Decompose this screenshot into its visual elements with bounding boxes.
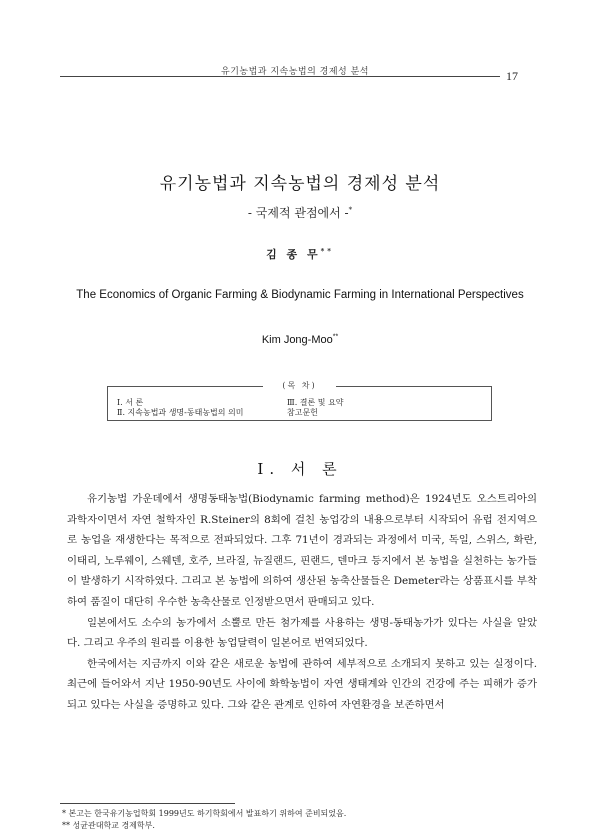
- paragraph: 한국에서는 지금까지 이와 같은 새로운 농법에 관하여 세부적으로 소개되지 못하고 있는 실정이다. 최근에 들어와서 지난 1950-90년도 사이에 화학농법이 자연 생태계와 인간의 건강에 주는 피해가 증가되고 있다는 사실을 증명하고 있다. 그와 같은 관계로 인하여 자연환경을 보존하면서: [67, 657, 537, 711]
- toc-item: Ⅲ. 결론 및 요약: [287, 398, 344, 407]
- toc-item: Ⅱ. 지속농법과 생명-동태농법의 의미: [117, 408, 244, 417]
- header-rule: [60, 76, 500, 77]
- author-korean: [0, 246, 600, 262]
- author-english: [0, 334, 600, 346]
- section-heading: Ⅰ. 서 론: [257, 460, 343, 478]
- toc-border-left: [107, 386, 108, 420]
- toc-border-top-right: [336, 386, 492, 387]
- author-english-mark: **: [332, 333, 339, 341]
- toc-item: 참고문헌: [287, 408, 318, 417]
- paper-subtitle: [0, 204, 600, 221]
- toc-heading: (목 차): [282, 381, 317, 390]
- toc-item: Ⅰ. 서 론: [117, 398, 144, 407]
- english-title: The Economics of Organic Farming & Biodynamic Farming in International Perspectives: [76, 289, 524, 301]
- paper-title: 유기농법과 지속농법의 경제성 분석: [159, 174, 441, 194]
- footnote-rule: [60, 803, 235, 804]
- toc-border-right: [491, 386, 492, 420]
- footnote: ** 성균관대학교 경제학부.: [62, 821, 155, 830]
- running-head: 유기농법과 지속농법의 경제성 분석: [221, 67, 369, 77]
- author-english-name: Kim Jong-Moo: [261, 334, 333, 346]
- author-korean-mark: **: [320, 246, 334, 256]
- subtitle-text: - 국제적 관점에서 -: [247, 206, 349, 220]
- toc-border-top-left: [107, 386, 263, 387]
- author-korean-name: 김 종 무: [266, 248, 321, 261]
- table-of-contents: [107, 380, 492, 421]
- body-text: [67, 489, 537, 716]
- paragraph: 일본에서도 소수의 농가에서 소뿔로 만든 첨가제를 사용하는 생명-동태농가가 있다는 사실을 알았다. 그리고 우주의 원리를 이용한 농업달력이 일본어로 번역되었다.: [67, 616, 537, 650]
- subtitle-footnote-mark: *: [348, 206, 353, 214]
- page-number: 17: [506, 69, 518, 83]
- paragraph: 유기농법 가운데에서 생명동태농법(Biodynamic farming method)은 1924년도 오스트리아의 과학자이면서 자연 철학자인 R.Steiner의 8회에 걸친 농업강의 내용으로부터 시작되어 유럽 전지역으로 농업을 재생한다는 목적으로 전파되었다. 그후 71년이 경과되는 과정에서 미국, 독일, 스위스, 화란, 이태리, 노루웨이, 스웨덴, 호주, 브라질, 뉴질랜드, 핀랜드, 덴마크 등지에서 본 농법을 실천하는 농가들이 발생하기 시작하였다. 그리고 본 농법에 의하여 생산된 농축산물들은 Demeter라는 상품표시를 부착하여 품질이 대단히 우수한 농축산물로 인정받으면서 판매되고 있다.: [67, 493, 537, 608]
- footnote: * 본고는 한국유기농업학회 1999년도 하기학회에서 발표하기 위하여 준비되었음.: [62, 809, 347, 818]
